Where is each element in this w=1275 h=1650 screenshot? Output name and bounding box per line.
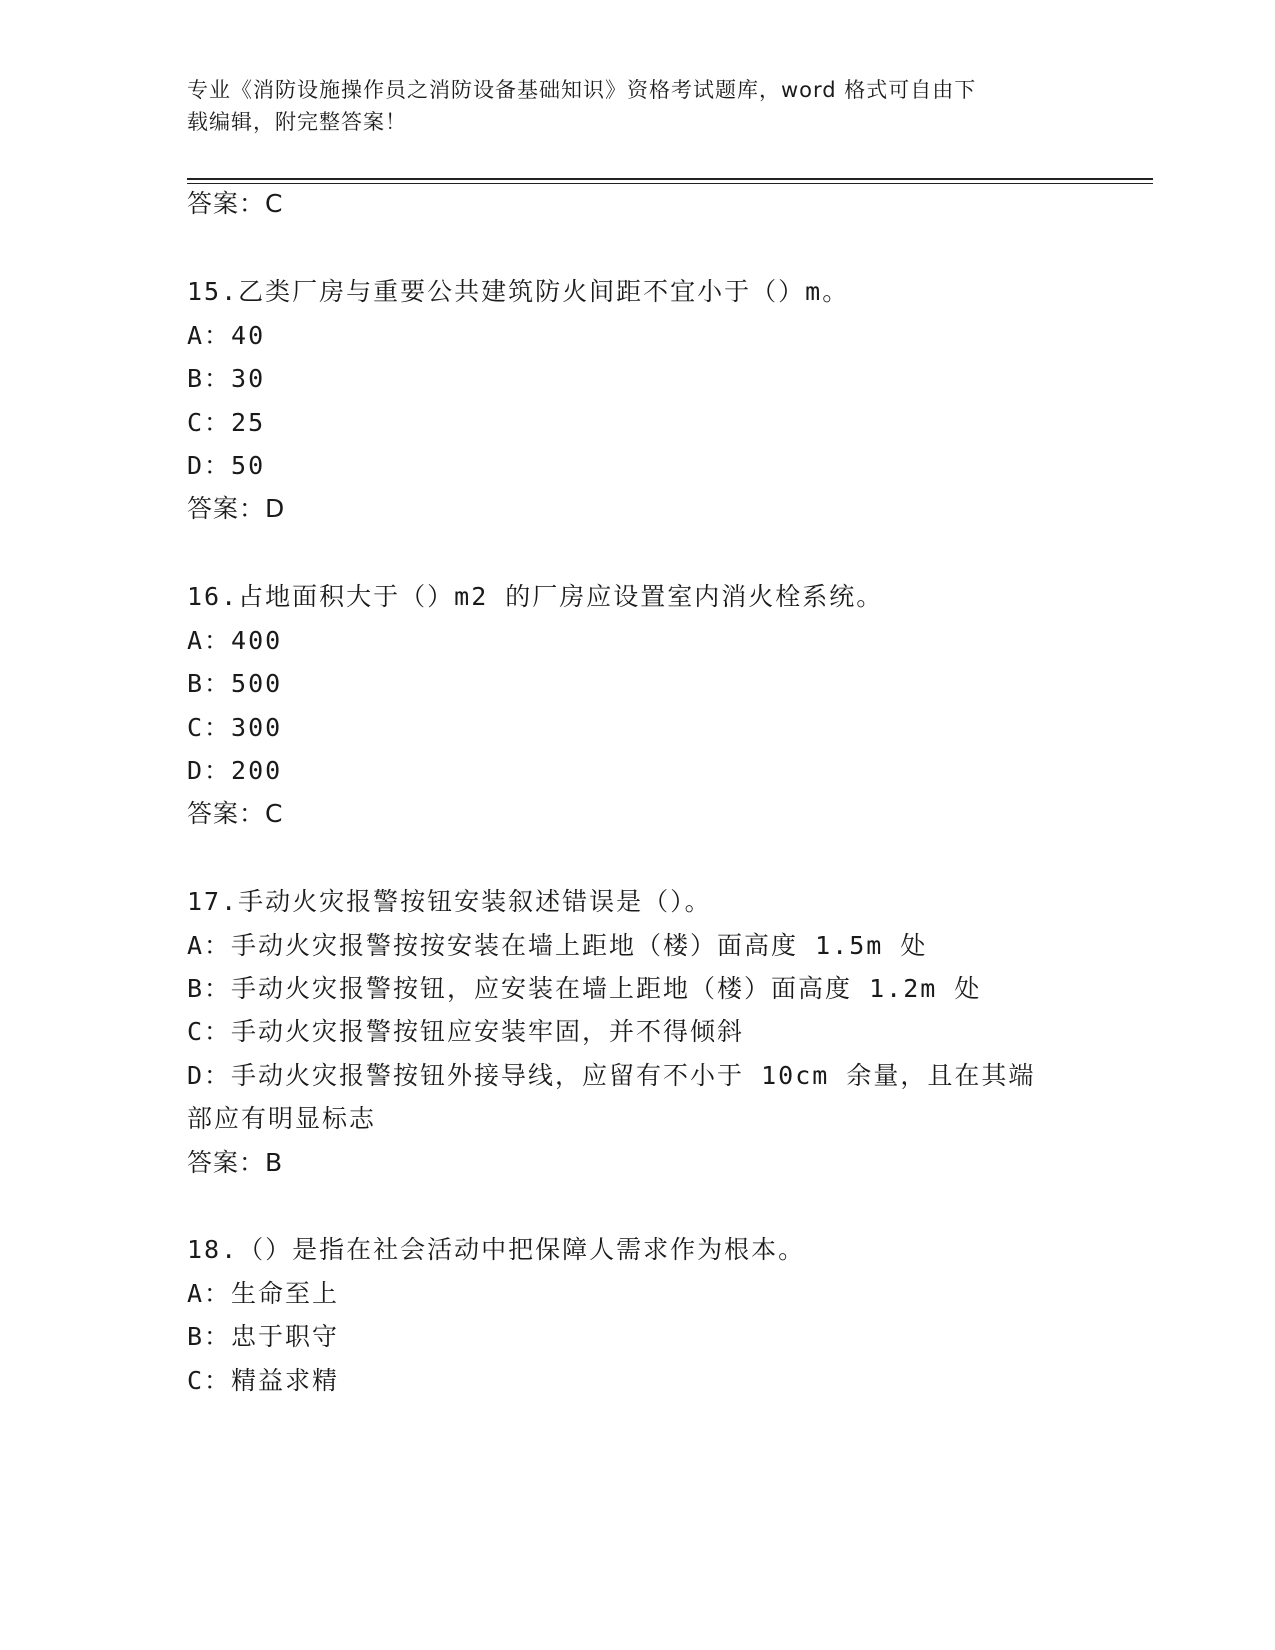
answer-line: 答案：D xyxy=(187,494,286,523)
answer-line: 答案：C xyxy=(187,189,284,218)
option-d: D：手动火灾报警按钮外接导线，应留有不小于 10cm 余量，且在其端 xyxy=(187,1061,1036,1090)
header-divider-thick xyxy=(187,178,1153,180)
option-a: A：400 xyxy=(187,626,283,655)
header-line-1: 专业《消防设施操作员之消防设备基础知识》资格考试题库，word 格式可自由下 xyxy=(187,78,977,102)
answer-line: 答案：C xyxy=(187,799,284,828)
option-b: B：手动火灾报警按钮，应安装在墙上距地（楼）面高度 1.2m 处 xyxy=(187,974,982,1003)
document-header xyxy=(187,74,1067,138)
option-a: A：40 xyxy=(187,321,266,350)
header-divider-thin xyxy=(187,183,1153,184)
option-a: A：生命至上 xyxy=(187,1279,340,1308)
answer-line: 答案：B xyxy=(187,1148,284,1177)
option-c: C：手动火灾报警按钮应安装牢固，并不得倾斜 xyxy=(187,1017,745,1046)
option-d: D：50 xyxy=(187,451,266,480)
option-c: C：精益求精 xyxy=(187,1366,340,1395)
option-d: D：200 xyxy=(187,756,283,785)
option-b: B：30 xyxy=(187,364,266,393)
option-b: B：500 xyxy=(187,669,283,698)
question-stem: 18.（）是指在社会活动中把保障人需求作为根本。 xyxy=(187,1235,806,1264)
option-c: C：25 xyxy=(187,408,266,437)
option-d-continued: 部应有明显标志 xyxy=(187,1104,377,1133)
option-b: B：忠于职守 xyxy=(187,1322,340,1351)
option-a: A：手动火灾报警按按安装在墙上距地（楼）面高度 1.5m 处 xyxy=(187,931,928,960)
question-stem: 16.占地面积大于（）m2 的厂房应设置室内消火栓系统。 xyxy=(187,582,884,611)
option-c: C：300 xyxy=(187,713,283,742)
header-line-2: 载编辑，附完整答案！ xyxy=(187,110,407,134)
question-stem: 17.手动火灾报警按钮安装叙述错误是（）。 xyxy=(187,887,712,916)
question-stem: 15.乙类厂房与重要公共建筑防火间距不宜小于（）m。 xyxy=(187,277,850,306)
